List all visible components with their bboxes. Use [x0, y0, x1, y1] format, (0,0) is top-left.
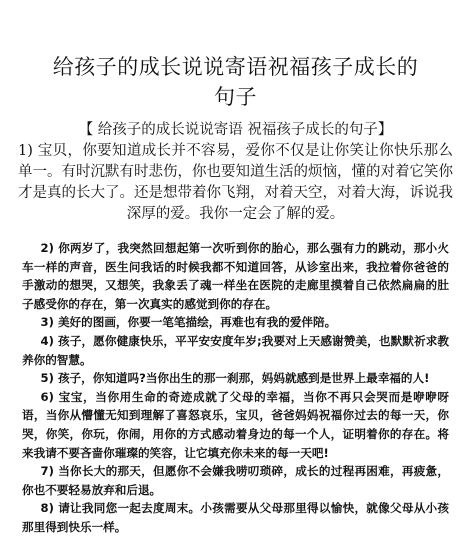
intro-block: [18, 120, 453, 225]
list-item: 5) 孩子，你知道吗?当你出生的那一刹那，妈妈就感到是世界上最幸福的人!: [40, 371, 430, 386]
list-item: 8) 请让我同您一起去度周末。小孩需要从父母那里得以愉快，就像父母从小孩那里得到快乐一样。: [22, 501, 449, 534]
list-item: 2) 你两岁了，我突然回想起第一次听到你的胎心，那么强有力的跳动，那小火车一样的声音，医生问我话的时候我都不知道回答，从诊室出来，我拉着你爸爸的手激动的想哭，又想笑，我象丢了魂一样坐在医院的走廊里摸着自己依然扁扁的肚子感受你的存在，第一次真实的感觉到你的存在。: [22, 241, 449, 311]
blessing-list: [18, 239, 453, 537]
title-line-2: 句子: [214, 85, 257, 109]
intro-item-1: 1) 宝贝，你要知道成长并不容易，爱你不仅是让你笑让你快乐那么单一。有时沉默有时悲伤，你也要知道生活的烦恼，懂的对着它笑你才是真的长大了。还是想带着你飞翔，对着天空，对着大海，诉说我深厚的爱。我你一定会了解的爱。: [18, 143, 453, 222]
title-line-1: 给孩子的成长说说寄语祝福孩子成长的: [52, 55, 419, 79]
article-title: [18, 0, 453, 112]
list-item: 4) 孩子，愿你健康快乐，平平安安度年岁;我要对上天感谢赞美，也默默祈求教养你的智慧。: [22, 333, 449, 367]
list-item: 3) 美好的图画，你要一笔笔描绘，再难也有我的爱伴陪。: [40, 315, 337, 330]
intro-heading: 【 给孩子的成长说说寄语 祝福孩子成长的句子】: [78, 122, 393, 138]
list-item: 6) 宝宝，当你用生命的奇迹成就了父母的幸福，当你不再只会哭而是咿咿呀语，当你从懵懂无知到理解了喜怒哀乐，宝贝，爸爸妈妈祝福你过去的每一天，你哭，你笑，你玩，你闹，用你的方式感动着身边的每一个人，证明着你的存在。将来我请不要吝啬你璀璨的笑容，让它填充你未来的每一天吧!: [22, 389, 449, 460]
list-item: 7) 当你长大的那天，但愿你不会嫌我唠叨琐碎，成长的过程再困难，再疲惫，你也不要轻易放弃和后退。: [22, 464, 449, 497]
